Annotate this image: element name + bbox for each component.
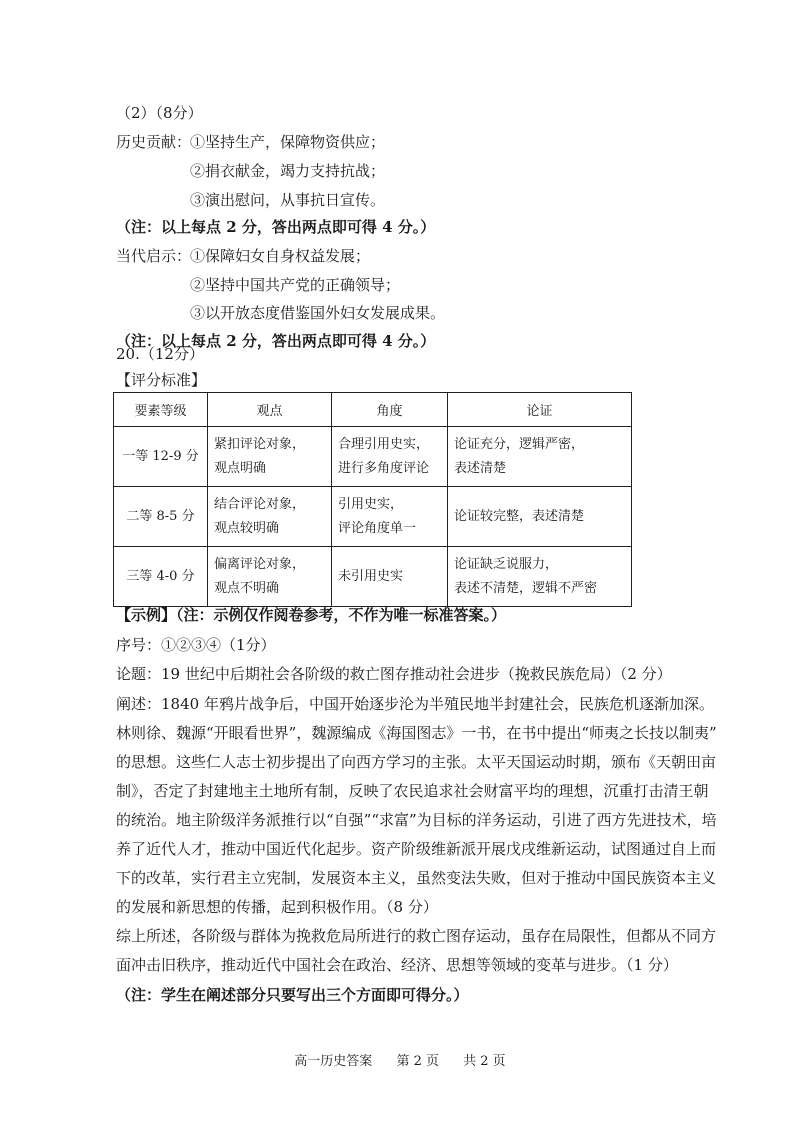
table-row <box>114 427 632 487</box>
argument-cell <box>448 547 632 607</box>
cell-line: 论证较完整，表述清楚 <box>454 508 585 524</box>
exposition-line: 养了近代人才，推动中国近代化起步。资产阶级维新派开展戊戌维新运动，试图通过自上而 <box>116 840 717 858</box>
thesis-line: 论题：19 世纪中后期社会各阶级的救亡图存推动社会进步（挽救民族危局）（2 分） <box>116 665 672 683</box>
table-row <box>114 487 632 547</box>
cell-line: 评论角度单一 <box>338 520 417 536</box>
cell-line: 未引用史实 <box>338 568 404 584</box>
q19-2-header: （2）（8分） <box>116 104 203 122</box>
footer-total: 共 2 页 <box>463 1054 506 1069</box>
cell-line: 表述不清楚，逻辑不严密 <box>454 580 598 596</box>
angle-cell <box>332 427 448 487</box>
grading-table <box>113 392 632 607</box>
argument-cell <box>448 427 632 487</box>
cell-line: 观点较明确 <box>214 520 280 536</box>
view-cell <box>208 487 332 547</box>
rubric-title: 【评分标准】 <box>116 371 207 389</box>
cell-line: 进行多角度评论 <box>338 460 430 476</box>
exposition-line: 制》，否定了封建地主土地所有制，反映了农民追求社会财富平均的理想，沉重打击清王朝 <box>116 782 709 800</box>
column-header: 论证 <box>448 393 632 427</box>
exposition-line: 下的改革，实行君主立宪制，发展资本主义，虽然变法失败，但对于推动中国民族资本主义 <box>116 869 717 887</box>
cell-line: 偏离评论对象， <box>214 556 306 572</box>
exposition-line: 的思想。这些仁人志士初步提出了向西方学习的主张。太平天国运动时期，颁布《天朝田亩 <box>116 753 717 771</box>
exposition-line: 阐述：1840 年鸦片战争后，中国开始逐步沦为半殖民地半封建社会，民族危机逐渐加深。 <box>116 695 714 713</box>
exposition-line: 林则徐、魏源“开眼看世界”，魏源编成《海国图志》一书，在书中提出“师夷之长技以制夷” <box>116 724 717 742</box>
scoring-note: （注：以上每点 2 分，答出两点即可得 4 分。） <box>116 218 436 236</box>
contrib-item: ③演出慰问，从事抗日宣传。 <box>190 191 386 209</box>
footer-subject: 高一历史答案 <box>294 1054 373 1069</box>
exposition-line: 的发展和新思想的传播，起到积极作用。（8 分） <box>116 898 438 916</box>
page-footer <box>0 1050 800 1069</box>
insight-item: ③以开放态度借鉴国外妇女发展成果。 <box>190 304 446 322</box>
insight-item: ①保障妇女自身权益发展； <box>190 247 371 265</box>
contrib-label: 历史贡献： <box>116 133 192 151</box>
column-header: 角度 <box>332 393 448 427</box>
summary-line: 综上所述，各阶级与群体为挽救危局所进行的救亡图存运动，虽存在局限性，但都从不同方 <box>116 927 717 945</box>
scoring-note: （注：以上每点 2 分，答出两点即可得 4 分。） <box>116 332 436 350</box>
footer-page: 第 2 页 <box>396 1054 439 1069</box>
contrib-item: ②捐衣献金，竭力支持抗战； <box>190 162 386 180</box>
table-row <box>114 547 632 607</box>
argument-cell <box>448 487 632 547</box>
cell-line: 论证缺乏说服力， <box>454 556 559 572</box>
angle-cell <box>332 487 448 547</box>
grade-level: 二等 8-5 分 <box>114 487 208 547</box>
table-header-row <box>114 393 632 427</box>
contrib-item: ①坚持生产，保障物资供应； <box>190 133 386 151</box>
example-label: 【示例】 <box>116 606 177 624</box>
cell-line: 观点不明确 <box>214 580 280 596</box>
view-cell <box>208 427 332 487</box>
q20-header: 20.（12分） <box>116 345 204 363</box>
cell-line: 观点明确 <box>214 460 267 476</box>
insight-label: 当代启示： <box>116 247 192 265</box>
angle-cell <box>332 547 448 607</box>
column-header: 观点 <box>208 393 332 427</box>
example-heading <box>116 604 506 626</box>
view-cell <box>208 547 332 607</box>
sequence-line: 序号：①②③④（1分） <box>116 636 276 654</box>
insight-item: ②坚持中国共产党的正确领导； <box>190 276 401 294</box>
cell-line: 合理引用史实， <box>338 436 430 452</box>
final-note: （注：学生在阐述部分只要写出三个方面即可得分。） <box>116 986 469 1004</box>
exposition-line: 的统治。地主阶级洋务派推行以“自强”“求富”为目标的洋务运动，引进了西方先进技术，培 <box>116 811 717 829</box>
example-note: （注：示例仅作阅卷参考，不作为唯一标准答案。） <box>176 606 507 624</box>
column-header: 要素等级 <box>114 393 208 427</box>
cell-line: 论证充分，逻辑严密， <box>454 436 585 452</box>
summary-line: 面冲击旧秩序，推动近代中国社会在政治、经济、思想等领域的变革与进步。（1 分） <box>116 956 678 974</box>
cell-line: 结合评论对象， <box>214 496 306 512</box>
cell-line: 引用史实， <box>338 496 404 512</box>
cell-line: 紧扣评论对象， <box>214 436 306 452</box>
grade-level: 一等 12-9 分 <box>114 427 208 487</box>
cell-line: 表述清楚 <box>454 460 507 476</box>
grade-level: 三等 4-0 分 <box>114 547 208 607</box>
